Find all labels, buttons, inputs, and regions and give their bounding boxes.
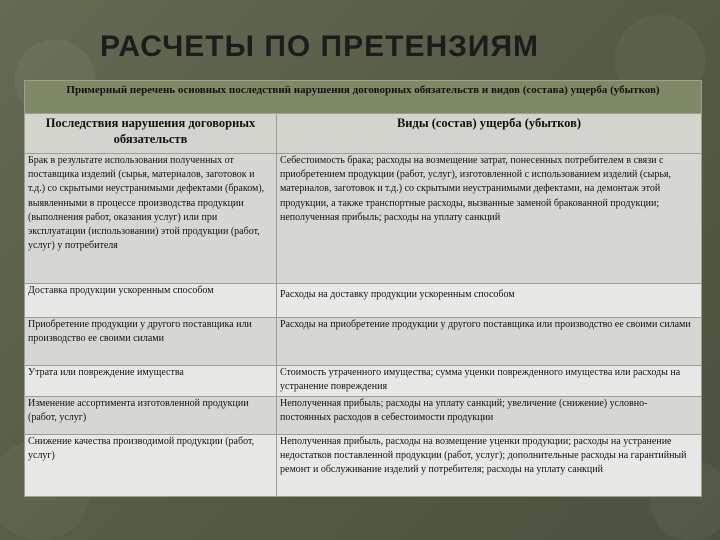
table-row: [25, 318, 702, 366]
damage-cell: Расходы на приобретение продукции у другого поставщика или производство ее своими силами: [277, 318, 702, 366]
consequence-cell: Изменение ассортимента изготовленной продукции (работ, услуг): [25, 397, 277, 435]
claims-table-container: [24, 80, 701, 497]
table-caption: Примерный перечень основных последствий нарушения договорных обязательств и видов (состава) ущерба (убытков): [25, 81, 702, 114]
damage-cell: Стоимость утраченного имущества; сумма уценки поврежденного имущества или расходы на устранение повреждения: [277, 366, 702, 397]
damage-cell: Расходы на доставку продукции ускоренным способом: [277, 284, 702, 318]
consequence-cell: Снижение качества производимой продукции (работ, услуг): [25, 435, 277, 497]
damage-cell: Неполученная прибыль, расходы на возмещение уценки продукции; расходы на устранение недостатков поставленной продукции (работ, услуг); дополнительные расходы на гарантийный ремонт и обслуживание изделий у потребителя; расходы на уплату санкций: [277, 435, 702, 497]
table-header-row: [25, 114, 702, 154]
table-caption-row: [25, 81, 702, 114]
consequence-cell: Доставка продукции ускоренным способом: [25, 284, 277, 318]
column-header-consequences: Последствия нарушения договорных обязательств: [25, 114, 277, 154]
damage-cell: Себестоимость брака; расходы на возмещение затрат, понесенных потребителем в связи с приобретением продукции (работ, услуг), изготовленной с использованием изделий (сырья, материалов, заготовок и т.д.) со скрытыми неустранимыми дефектами, на демонтаж этой продукции, а также транспортные расходы, вызванные заменой бракованной продукции; неполученная прибыль; расходы на уплату санкций: [277, 154, 702, 284]
damage-cell: Неполученная прибыль; расходы на уплату санкций; увеличение (снижение) условно-постоянных расходов в себестоимости продукции: [277, 397, 702, 435]
consequence-cell: Приобретение продукции у другого поставщика или производство ее своими силами: [25, 318, 277, 366]
table-row: [25, 284, 702, 318]
table-row: [25, 435, 702, 497]
table-row: [25, 397, 702, 435]
consequence-cell: Брак в результате использования полученных от поставщика изделий (сырья, материалов, заготовок и т.д.) со скрытыми неустранимыми дефектами (браком), выявленными в процессе производства продукции (выполнения работ, оказания услуг) или при эксплуатации (использовании) этой продукции (работ, услуг) у потребителя: [25, 154, 277, 284]
table-row: [25, 154, 702, 284]
consequence-cell: Утрата или повреждение имущества: [25, 366, 277, 397]
slide-title: РАСЧЕТЫ ПО ПРЕТЕНЗИЯМ: [100, 30, 540, 63]
column-header-damage-types: Виды (состав) ущерба (убытков): [277, 114, 702, 154]
claims-table: [24, 80, 702, 497]
table-row: [25, 366, 702, 397]
